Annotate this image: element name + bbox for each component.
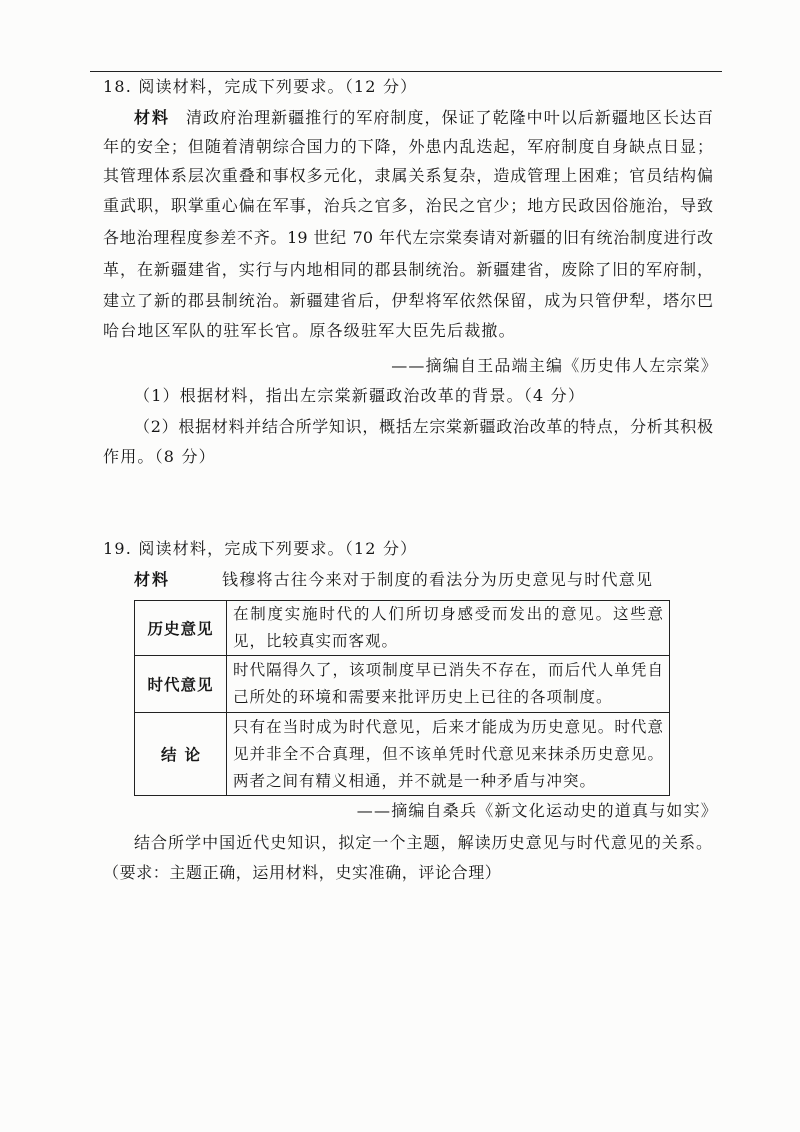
q18-subquestion-1: （1）根据材料，指出左宗棠新疆政治改革的背景。（4 分） [134, 386, 586, 405]
q19-material-intro: 钱穆将古往今来对于制度的看法分为历史意见与时代意见 [222, 570, 652, 589]
top-rule [90, 71, 722, 72]
q18-header: 18. 阅读材料，完成下列要求。（12 分） [103, 77, 418, 96]
table-text-line: 见，比较真实而客观。 [233, 632, 399, 650]
q19-header: 19. 阅读材料，完成下列要求。（12 分） [103, 539, 418, 558]
q19-task-line: 结合所学中国近代史知识，拟定一个主题，解读历史意见与时代意见的关系。 [134, 833, 712, 852]
q18-material-line: 革，在新疆建省，实行与内地相同的郡县制统治。新疆建省，废除了旧的军府制， [103, 260, 713, 279]
q18-material-label: 材料 [134, 108, 171, 127]
table-text-line: 两者之间有精义相通，并不就是一种矛盾与冲突。 [233, 772, 597, 790]
table-row-text [227, 601, 670, 656]
q18-source: ——摘编自王品端主编《历史伟人左宗棠》 [391, 356, 718, 375]
q19-material-label: 材料 [134, 570, 171, 589]
q19-task-line: （要求：主题正确，运用材料，史实准确，评论合理） [103, 863, 502, 882]
table-row [135, 601, 670, 656]
table-text-line: 己所处的环境和需要来批评历史上已往的各项制度。 [233, 688, 613, 706]
table-row-label: 结论 [135, 713, 227, 796]
table-row [135, 656, 670, 713]
q18-material-line: 建立了新的郡县制统治。新疆建省后，伊犁将军依然保留，成为只管伊犁，塔尔巴 [103, 291, 713, 310]
q18-subquestion-2-line: 作用。（8 分） [103, 447, 216, 466]
table-text-line: 只有在当时成为时代意见，后来才能成为历史意见。时代意 [233, 718, 663, 736]
q19-source: ——摘编自桑兵《新文化运动史的道真与如实》 [356, 801, 718, 820]
table-row-label: 历史意见 [135, 601, 227, 656]
q18-material-line: 哈台地区军队的驻军长官。原各级驻军大臣先后裁撤。 [103, 321, 516, 340]
q18-material-line: 年的安全；但随着清朝综合国力的下降，外患内乱迭起，军府制度自身缺点日显； [103, 137, 713, 156]
table-text-line: 时代隔得久了，该项制度早已消失不存在，而后代人单凭自 [233, 661, 663, 679]
table-text-line: 在制度实施时代的人们所切身感受而发出的意见。这些意 [233, 605, 663, 623]
table-row-text [227, 713, 670, 796]
q18-material-line: 各地治理程度参差不齐。19 世纪 70 年代左宗棠奏请对新疆的旧有统治制度进行改 [103, 228, 713, 247]
table-text-line: 见并非全不合真理，但不该单凭时代意见来抹杀历史意见。 [233, 745, 663, 763]
q18-subquestion-2-line: （2）根据材料并结合所学知识，概括左宗棠新疆政治改革的特点，分析其积极 [134, 417, 713, 436]
table-row-label: 时代意见 [135, 656, 227, 713]
q18-material-line: 清政府治理新疆推行的军府制度，保证了乾隆中叶以后新疆地区长达百 [186, 108, 713, 127]
q18-material-line: 重武职，职掌重心偏在军事，治兵之官多，治民之官少；地方民政因俗施治，导致 [103, 196, 713, 215]
q18-material-line: 其管理体系层次重叠和事权多元化，隶属关系复杂，造成管理上困难；官员结构偏 [103, 166, 713, 185]
q19-table [134, 600, 670, 796]
table-row-text [227, 656, 670, 713]
table-row [135, 713, 670, 796]
